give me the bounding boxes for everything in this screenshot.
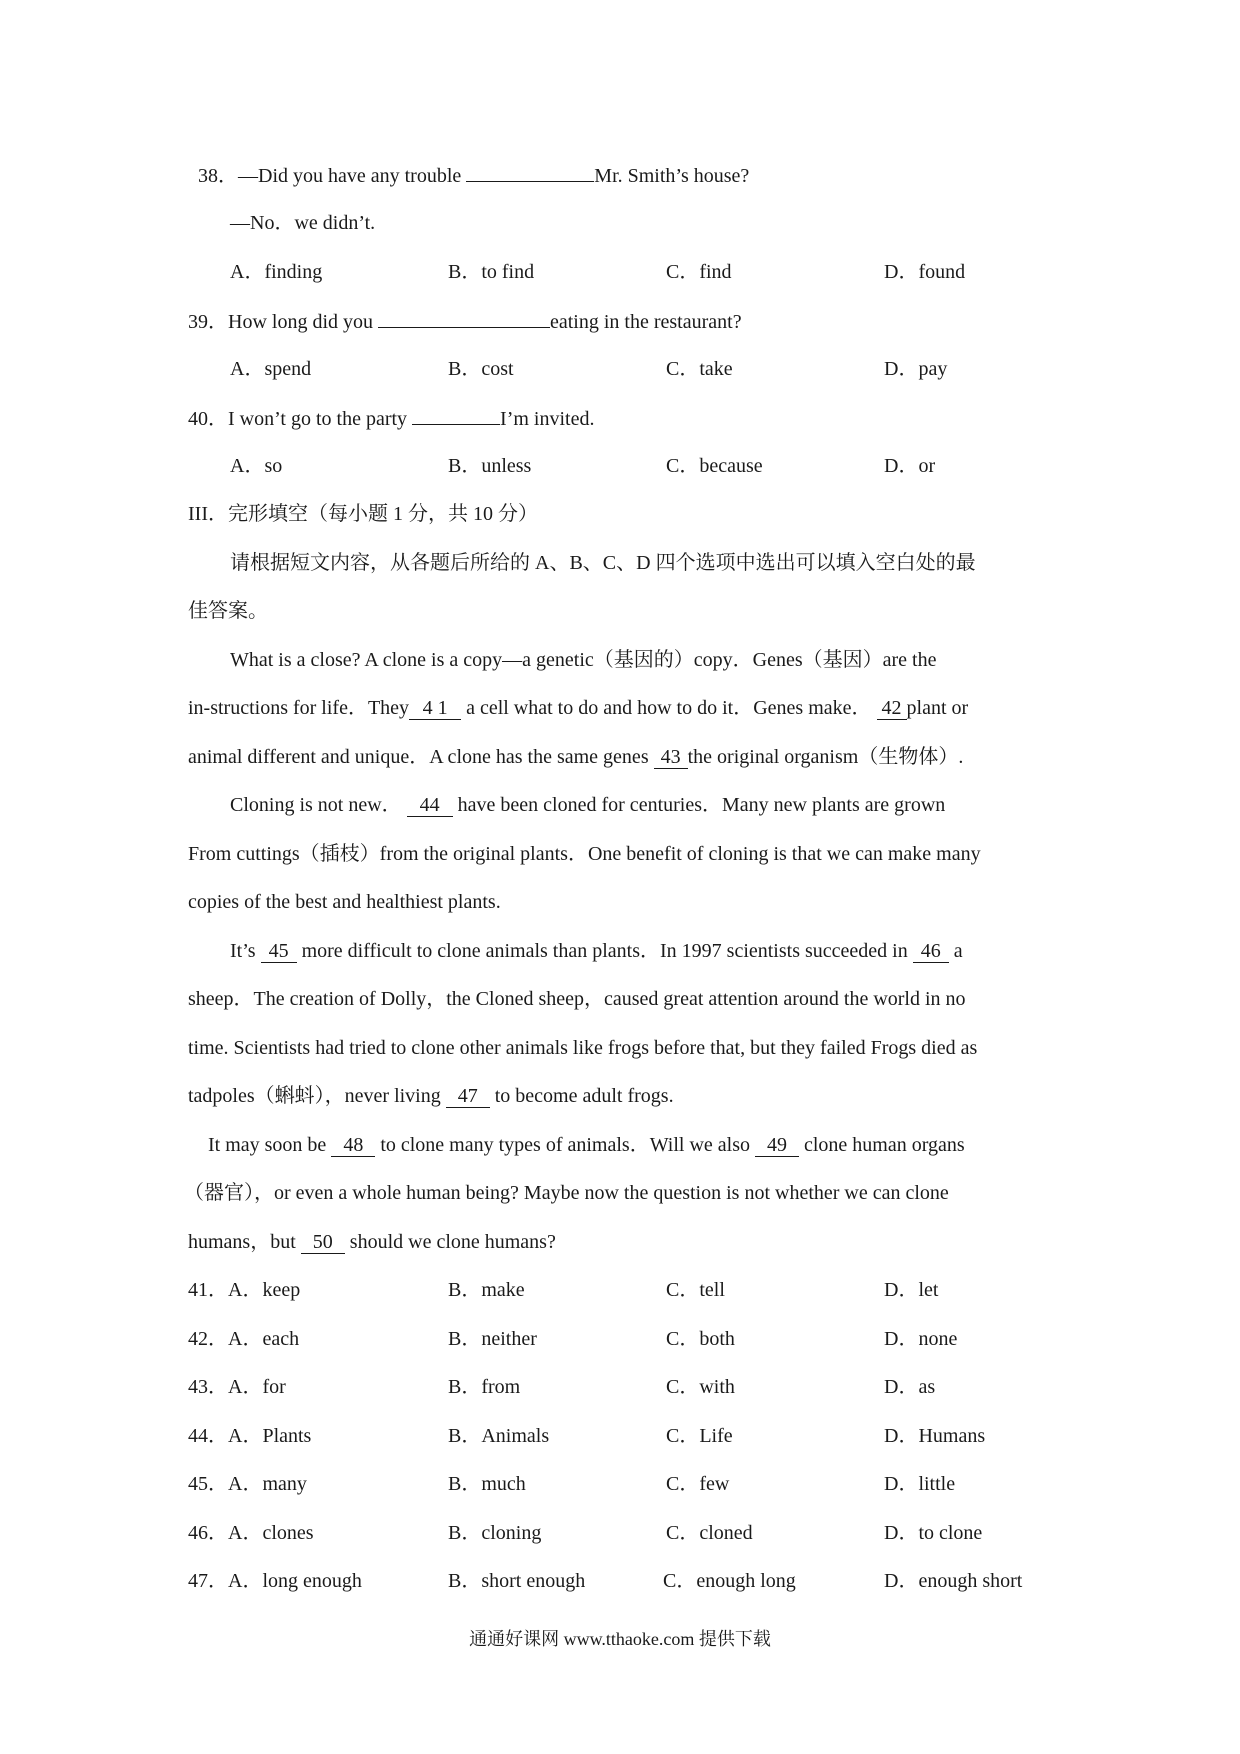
option-41-b: B．make: [448, 1279, 525, 1301]
option-45-d: D．little: [884, 1473, 956, 1495]
q38-option-a: A．finding: [230, 261, 323, 283]
option-47-a: 47．A．long enough: [188, 1570, 362, 1592]
passage-text: animal different and unique．A clone has the same genes: [188, 746, 649, 768]
option-43-c: C．with: [666, 1376, 735, 1398]
passage-line-9: time. Scientists had tried to clone other animals like frogs before that, but they failed Frogs died as: [188, 1037, 978, 1059]
option-47-c: C．enough long: [663, 1570, 796, 1592]
q39-option-b: B．cost: [448, 358, 514, 380]
option-41-c: C．tell: [666, 1279, 725, 1301]
q39-suffix: eating in the restaurant?: [550, 311, 742, 333]
passage-line-3: [188, 743, 963, 771]
passage-line-5: From cuttings（插枝）from the original plants．One benefit of cloning is that we can make many: [188, 843, 981, 865]
section-instruction-line-2: 佳答案。: [188, 600, 268, 622]
option-43-d: D．as: [884, 1376, 936, 1398]
q40-option-a: A．so: [230, 455, 283, 477]
blank-41: 4 1: [409, 697, 461, 720]
q38-blank: [466, 161, 594, 182]
blank-47: 47: [446, 1085, 490, 1108]
option-46-d: D．to clone: [884, 1522, 983, 1544]
option-41-d: D．let: [884, 1279, 939, 1301]
option-44-d: D．Humans: [884, 1425, 986, 1447]
q38-option-d: D．found: [884, 261, 966, 283]
blank-45: 45: [261, 940, 297, 963]
passage-line-8: sheep．The creation of Dolly，the Cloned sheep，caused great attention around the world in no: [188, 988, 966, 1010]
blank-50: 50: [301, 1231, 345, 1254]
option-43-a: 43．A．for: [188, 1376, 286, 1398]
option-46-b: B．cloning: [448, 1522, 542, 1544]
blank-46: 46: [913, 940, 949, 963]
passage-line-12: （器官），or even a whole human being? Maybe now the question is not whether we can clone: [184, 1182, 949, 1204]
option-42-a: 42．A．each: [188, 1328, 300, 1350]
option-45-a: 45．A．many: [188, 1473, 307, 1495]
question-39: [188, 307, 742, 336]
option-46-a: 46．A．clones: [188, 1522, 314, 1544]
q40-option-c: C．because: [666, 455, 763, 477]
q40-prefix: 40．I won’t go to the party: [188, 408, 408, 430]
blank-49: 49: [755, 1134, 799, 1157]
section-heading: III．完形填空（每小题 1 分，共 10 分）: [188, 503, 538, 525]
option-44-a: 44．A．Plants: [188, 1425, 312, 1447]
passage-text: Cloning is not new．: [230, 794, 402, 816]
q38-option-c: C．find: [666, 261, 732, 283]
question-40: [188, 404, 594, 433]
blank-43: 43: [654, 746, 688, 769]
option-45-b: B．much: [448, 1473, 526, 1495]
passage-line-1: What is a close? A clone is a copy—a genetic（基因的）copy．Genes（基因）are the: [230, 649, 937, 671]
option-45-c: C．few: [666, 1473, 730, 1495]
passage-text: humans，but: [188, 1231, 296, 1253]
option-46-c: C．cloned: [666, 1522, 753, 1544]
passage-line-6: copies of the best and healthiest plants.: [188, 891, 501, 913]
question-38: [198, 161, 749, 190]
passage-text: clone human organs: [803, 1134, 965, 1156]
option-47-b: B．short enough: [448, 1570, 586, 1592]
q40-option-d: D．or: [884, 455, 936, 477]
option-42-d: D．none: [884, 1328, 958, 1350]
option-42-b: B．neither: [448, 1328, 537, 1350]
passage-line-13: [188, 1228, 556, 1256]
passage-line-7: [230, 937, 963, 965]
passage-text: a: [953, 940, 963, 962]
passage-text: have been cloned for centuries．Many new plants are grown: [457, 794, 946, 816]
q38-prefix: 38．—Did you have any trouble: [198, 165, 462, 187]
option-47-d: D．enough short: [884, 1570, 1023, 1592]
option-41-a: 41．A．keep: [188, 1279, 301, 1301]
q38-suffix: Mr. Smith’s house?: [594, 165, 750, 187]
passage-text: It may soon be: [208, 1134, 327, 1156]
q40-option-b: B．unless: [448, 455, 532, 477]
q40-blank: [412, 404, 500, 425]
passage-text: in-structions for life．They: [188, 697, 410, 719]
passage-text: more difficult to clone animals than plants．In 1997 scientists succeeded in: [301, 940, 908, 962]
page-footer: 通通好课网 www.tthaoke.com 提供下载: [469, 1629, 771, 1649]
q39-option-d: D．pay: [884, 358, 948, 380]
q39-blank: [378, 307, 550, 328]
option-43-b: B．from: [448, 1376, 521, 1398]
blank-44: 44: [407, 794, 453, 817]
option-44-b: B．Animals: [448, 1425, 550, 1447]
passage-line-10: [188, 1082, 674, 1110]
q39-option-c: C．take: [666, 358, 733, 380]
passage-text: the original organism（生物体）.: [687, 746, 964, 768]
blank-42: 42: [877, 697, 907, 720]
q38-option-b: B．to find: [448, 261, 535, 283]
q39-option-a: A．spend: [230, 358, 312, 380]
passage-text: a cell what to do and how to do it．Genes make．: [466, 697, 872, 719]
passage-text: plant or: [906, 697, 969, 719]
section-instruction-line-1: 请根据短文内容，从各题后所给的 A、B、C、D 四个选项中选出可以填入空白处的最: [230, 552, 976, 574]
passage-text: tadpoles（蝌蚪），never living: [188, 1085, 441, 1107]
blank-48: 48: [331, 1134, 375, 1157]
q38-reply: —No．we didn’t.: [230, 212, 376, 234]
option-44-c: C．Life: [666, 1425, 733, 1447]
passage-text: to clone many types of animals．Will we also: [380, 1134, 750, 1156]
passage-text: to become adult frogs.: [494, 1085, 674, 1107]
passage-text: should we clone humans?: [349, 1231, 556, 1253]
passage-line-11: [208, 1131, 965, 1159]
option-42-c: C．both: [666, 1328, 735, 1350]
passage-line-4: [230, 791, 945, 819]
q40-suffix: I’m invited.: [500, 408, 595, 430]
passage-line-2: [188, 694, 968, 722]
passage-text: It’s: [230, 940, 256, 962]
q39-prefix: 39．How long did you: [188, 311, 373, 333]
